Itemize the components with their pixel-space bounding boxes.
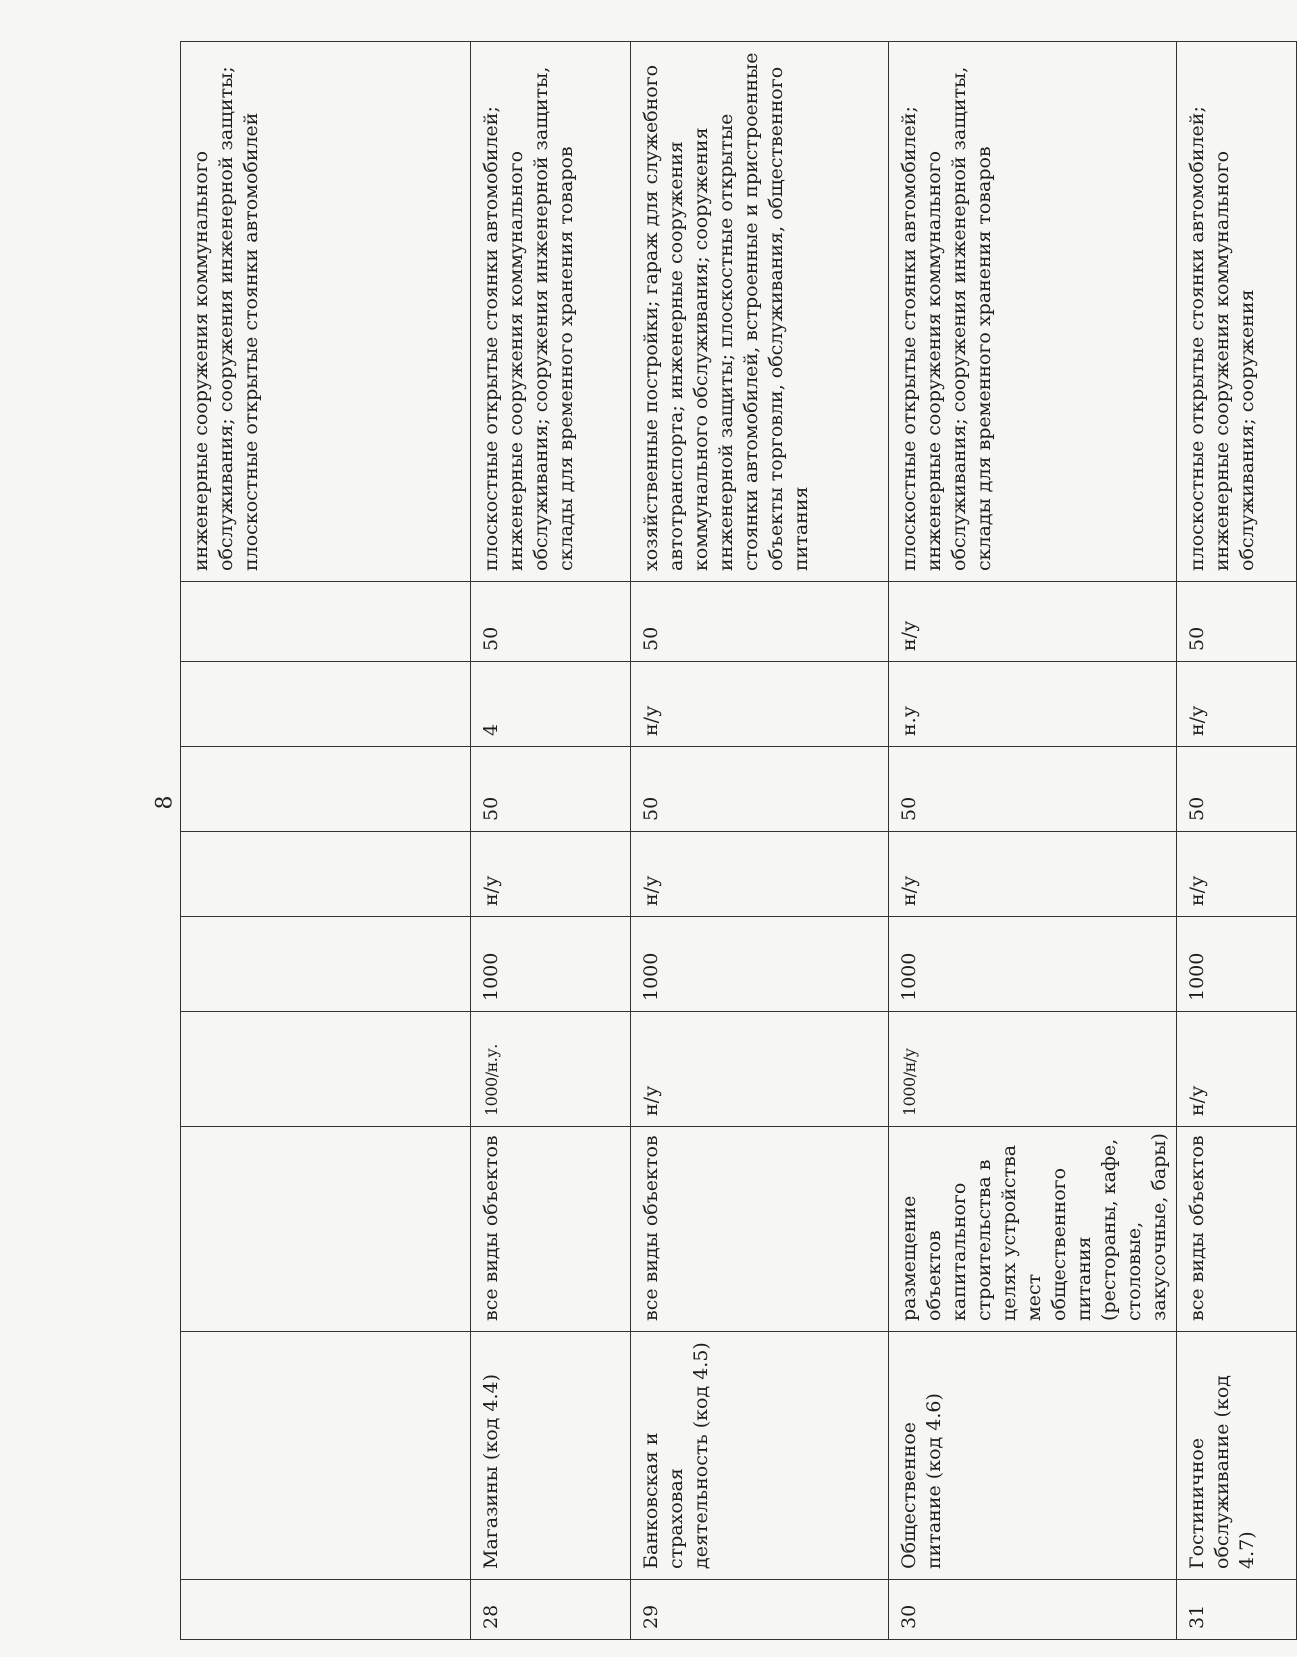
cell-p4: 50: [631, 747, 889, 832]
cell-p5: н/у: [631, 662, 889, 747]
cell-p3: н/у: [471, 832, 631, 917]
table-row: [1177, 42, 1297, 1640]
cell-objects: размещение объектов капитального строительства в целях устройства мест общественного питания (рестораны, кафе, столовые, закусочные, бары): [889, 1127, 1177, 1332]
cell-num: 30: [889, 1580, 1177, 1640]
cell-objects: все виды объектов: [471, 1127, 631, 1332]
cell-p2: 1000: [889, 917, 1177, 1012]
table-row: [631, 42, 889, 1640]
cell-num: 31: [1177, 1580, 1297, 1640]
cell-num: 28: [471, 1580, 631, 1640]
cell-objects: все виды объектов: [1177, 1127, 1297, 1332]
table-row: [471, 42, 631, 1640]
cell-name: [181, 1332, 471, 1580]
table-row: [889, 42, 1177, 1640]
cell-p6: н/у: [889, 582, 1177, 662]
cell-p5: н.у: [889, 662, 1177, 747]
rotated-table-wrapper: [180, 42, 1258, 1640]
cell-objects: [181, 1127, 471, 1332]
cell-p6: 50: [471, 582, 631, 662]
cell-p4: 50: [889, 747, 1177, 832]
cell-p2: 1000: [1177, 917, 1297, 1012]
cell-aux-uses: плоскостные открытые стоянки автомобилей; инженерные сооружения коммунального обслуживания; сооружения инженерной защиты, склады для временного хранения товаров: [471, 42, 631, 582]
cell-p3: н/у: [889, 832, 1177, 917]
cell-aux-uses: хозяйственные постройки; гараж для служебного автотранспорта; инженерные сооружения коммунального обслуживания; сооружения инженерной защиты; плоскостные открытые стоянки автомобилей, встроенные и пристроенные объекты торговли, обслуживания, общественного питания: [631, 42, 889, 582]
cell-p4: 50: [471, 747, 631, 832]
land-use-table: [180, 41, 1297, 1640]
cell-name: Гостиничное обслуживание (код 4.7): [1177, 1332, 1297, 1580]
cell-name: Общественное питание (код 4.6): [889, 1332, 1177, 1580]
cell-p1: [181, 1012, 471, 1127]
cell-p1: 1000/н.у.: [471, 1012, 631, 1127]
cell-aux-uses: плоскостные открытые стоянки автомобилей; инженерные сооружения коммунального обслуживания; сооружения: [1177, 42, 1297, 582]
cell-p6: 50: [631, 582, 889, 662]
cell-num: 29: [631, 1580, 889, 1640]
cell-p4: 50: [1177, 747, 1297, 832]
cell-aux-uses: инженерные сооружения коммунального обслуживания; сооружения инженерной защиты; плоскостные открытые стоянки автомобилей: [181, 42, 471, 582]
cell-p1: 1000/н/у: [889, 1012, 1177, 1127]
cell-p5: 4: [471, 662, 631, 747]
cell-p3: [181, 832, 471, 917]
table-row-continuation: [181, 42, 471, 1640]
cell-p5: н/у: [1177, 662, 1297, 747]
cell-p3: н/у: [631, 832, 889, 917]
cell-name: Банковская и страховая деятельность (код 4.5): [631, 1332, 889, 1580]
cell-objects: все виды объектов: [631, 1127, 889, 1332]
cell-p2: 1000: [631, 917, 889, 1012]
cell-p2: [181, 917, 471, 1012]
page-number: 8: [152, 795, 178, 810]
cell-p1: н/у: [631, 1012, 889, 1127]
cell-p4: [181, 747, 471, 832]
cell-name: Магазины (код 4.4): [471, 1332, 631, 1580]
cell-p3: н/у: [1177, 832, 1297, 917]
cell-p1: н/у: [1177, 1012, 1297, 1127]
cell-p6: [181, 582, 471, 662]
cell-p2: 1000: [471, 917, 631, 1012]
cell-num: [181, 1580, 471, 1640]
cell-aux-uses: плоскостные открытые стоянки автомобилей; инженерные сооружения коммунального обслуживания; сооружения инженерной защиты, склады для временного хранения товаров: [889, 42, 1177, 582]
cell-p6: 50: [1177, 582, 1297, 662]
cell-p5: [181, 662, 471, 747]
